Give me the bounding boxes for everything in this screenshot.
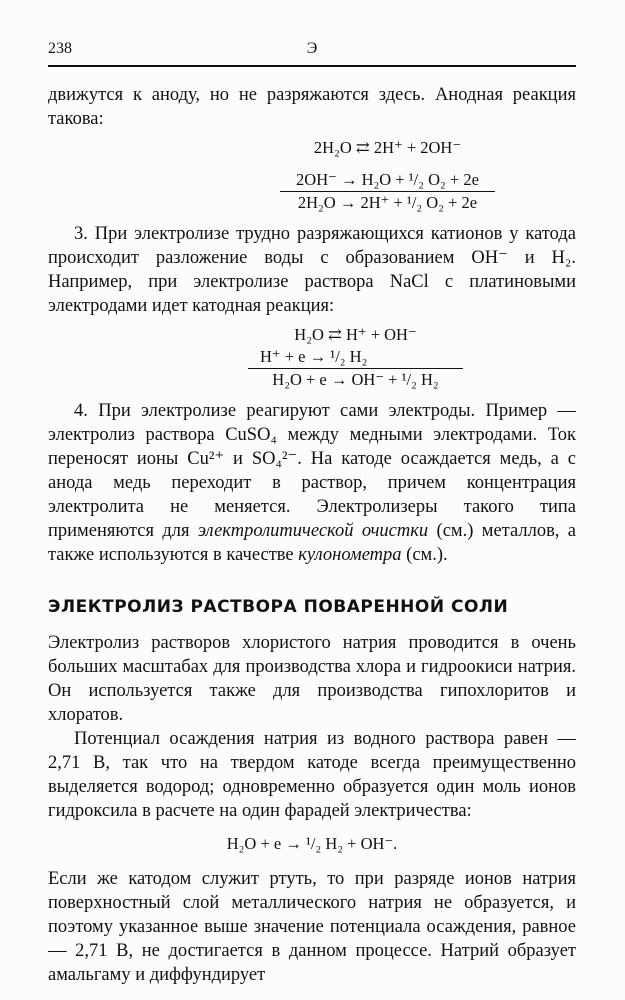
anode-reaction-block — [280, 137, 495, 214]
cathode-equation-sum: H₂O + e → OH⁻ + ¹/₂ H₂ — [272, 370, 439, 389]
paragraph-item-3: 3. При электролизе трудно разряжающихся катионов у катода происходит разложение воды с образованием OH⁻ и H₂. Например, при электролизе раствора NaCl с платиновыми электродами идет катодная реакция: — [48, 224, 576, 316]
hydrogen-evolution-equation: H₂O + e → ¹/₂ H₂ + OH⁻. — [226, 834, 398, 853]
paragraph-continuation: движутся к аноду, но не разряжаются здесь. Анодная реакция такова: — [48, 85, 576, 129]
paragraph-mercury-cathode: Если же катодом служит ртуть, то при разряде ионов натрия поверхностный слой металлического натрия не образуется, и поэтому указанное выше значение потенциала осаждения, равное — 2,71 В, не достигается в данном процессе. Натрий образует амальгаму и диффундирует — [48, 869, 576, 985]
anode-equation-1: 2H₂O ⇄ 2H⁺ + 2OH⁻ — [313, 138, 462, 157]
page-number: 238 — [48, 40, 72, 57]
anode-equation-sum: 2H₂O → 2H⁺ + ¹/₂ O₂ + 2e — [297, 193, 478, 212]
section-heading: ЭЛЕКТРОЛИЗ РАСТВОРА ПОВАРЕННОЙ СОЛИ — [48, 597, 509, 617]
term-coulometer: кулонометра — [298, 545, 402, 565]
paragraph-item-4 — [48, 399, 576, 567]
paragraph-intro: Электролиз растворов хлористого натрия проводится в очень больших масштабах для производства хлора и гидроокиси натрия. Он используется также для производства гипохлоритов и хлоратов. — [48, 633, 576, 725]
term-electrolytic-refining: электролитической очистки — [197, 521, 429, 541]
item-4-text-1: 4. При электролизе реагируют сами электроды. Пример — электролиз раствора CuSO₄ между медными электродами. Ток переносят ионы Cu²⁺ и SO₄²⁻. На катоде осаждается медь, а с анода медь переходит в раствор, причем концентрация электролита не меняется. Электролизеры такого типа применяются для — [48, 401, 576, 541]
cathode-reaction-block — [248, 324, 463, 391]
item-4-text-3: (см.). — [401, 545, 448, 565]
paragraph-potential: Потенциал осаждения натрия из водного раствора равен — 2,71 В, так что на твердом катоде всегда преимущественно выделяется водород; одновременно образуется один моль ионов гидроксила в расчете на один фарадей электричества: — [48, 729, 576, 821]
page-content — [48, 83, 576, 987]
cathode-equation-1: H₂O ⇄ H⁺ + OH⁻ — [294, 325, 417, 344]
cathode-equation-2: H⁺ + e → ¹/₂ H₂ — [248, 346, 463, 369]
running-head: Э — [306, 40, 318, 57]
page-header — [48, 40, 576, 62]
item-4-text-2: (см.) металлов, а также используются в качестве — [48, 521, 576, 565]
anode-equation-2: 2OH⁻ → H₂O + ¹/₂ O₂ + 2e — [280, 169, 495, 192]
header-rule — [48, 65, 576, 67]
